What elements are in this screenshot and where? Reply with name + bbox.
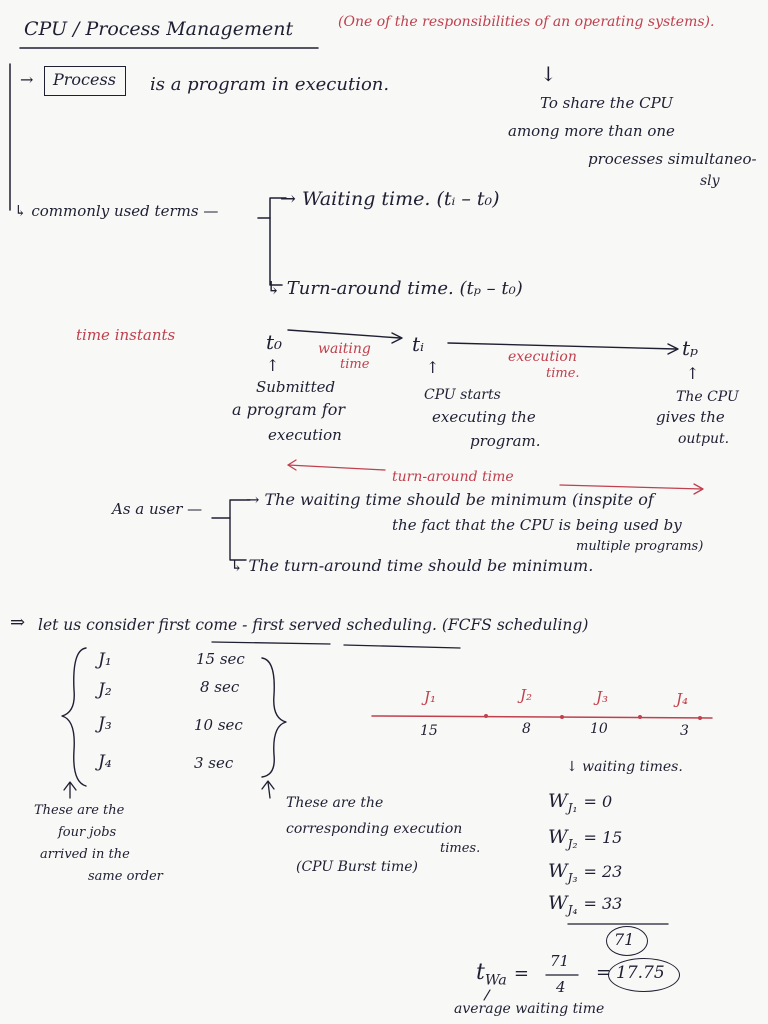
t0-caption-3: execution xyxy=(268,426,342,444)
job-name-1: J₁ xyxy=(98,650,112,670)
t0-mark: t₀ xyxy=(266,330,283,354)
terms-intro: ↳ commonly used terms — xyxy=(14,202,219,220)
user-line-1: → The waiting time should be minimum (inspite of xyxy=(246,490,654,509)
ti-caption-1: CPU starts xyxy=(424,387,501,403)
avg-caption: average waiting time xyxy=(454,1001,605,1017)
avg-symbol: t xyxy=(476,960,485,985)
definition-arrow: → xyxy=(20,70,34,89)
job-name-2: J₂ xyxy=(98,680,112,700)
user-line-2: the fact that the CPU is being used by xyxy=(392,516,682,534)
waiting-value: = 23 xyxy=(583,862,623,881)
turnaround-time-label: turn-around time xyxy=(392,469,514,485)
note-arrow: ↓ xyxy=(540,62,557,86)
page-title: CPU / Process Management xyxy=(24,18,294,40)
ti-up-arrow: ↑ xyxy=(426,358,440,377)
gantt-value-3: 10 xyxy=(590,721,608,737)
job-time-1: 15 sec xyxy=(196,650,245,668)
avg-equals: = xyxy=(513,963,529,984)
purpose-line-1: To share the CPU xyxy=(540,94,674,112)
waiting-value: = 15 xyxy=(583,828,623,847)
tp-caption-2: gives the xyxy=(656,408,725,426)
definition-text: is a program in execution. xyxy=(150,74,390,95)
jobs-note-4: same order xyxy=(88,869,163,884)
jobs-note-3: arrived in the xyxy=(40,847,130,862)
execution-time-label-2: time. xyxy=(546,366,580,381)
fraction-denominator: 4 xyxy=(556,978,566,996)
ti-mark: tᵢ xyxy=(412,332,425,356)
tp-caption-1: The CPU xyxy=(676,389,739,405)
average-result: 17.75 xyxy=(616,963,665,983)
waiting-value: = 0 xyxy=(583,792,613,811)
times-note-1: These are the xyxy=(286,795,384,811)
purpose-line-2: among more than one xyxy=(508,122,675,140)
purpose-line-4: sly xyxy=(700,173,720,189)
gantt-value-1: 15 xyxy=(420,723,438,739)
waiting-time-label-2: time xyxy=(340,357,370,372)
waiting-symbol: W xyxy=(548,826,568,848)
times-note-4: (CPU Burst time) xyxy=(296,859,418,875)
ti-caption-3: program. xyxy=(470,432,541,450)
waiting-row-1 xyxy=(548,792,612,814)
avg-formula xyxy=(476,962,529,988)
user-label: As a user — xyxy=(112,500,203,518)
waiting-symbol: W xyxy=(548,892,568,914)
gantt-label-j1: J₁ xyxy=(424,688,437,706)
waiting-sum: 71 xyxy=(614,930,635,949)
user-line-3: multiple programs) xyxy=(576,539,704,554)
time-instants-label: time instants xyxy=(76,326,176,344)
gantt-label-j3: J₃ xyxy=(596,688,609,706)
fcfs-intro: let us consider first come - first served scheduling. (FCFS scheduling) xyxy=(38,616,589,634)
job-time-3: 10 sec xyxy=(194,716,243,734)
gantt-value-4: 3 xyxy=(680,723,689,739)
turnaround-term: ↳ Turn-around time. (tₚ – t₀) xyxy=(266,278,523,299)
title-note: (One of the responsibilities of an operating systems). xyxy=(338,14,715,30)
waiting-row-3 xyxy=(548,862,622,884)
times-note-3: times. xyxy=(440,841,481,856)
job-name-3: J₃ xyxy=(98,714,112,734)
avg-sub: Wa xyxy=(484,972,507,989)
gantt-value-2: 8 xyxy=(522,721,531,737)
user-line-4: ↳ The turn-around time should be minimum. xyxy=(230,556,594,575)
execution-time-label-1: execution xyxy=(508,349,577,365)
waiting-time-label-1: waiting xyxy=(318,341,371,357)
waiting-symbol: W xyxy=(548,790,568,812)
tp-up-arrow: ↑ xyxy=(686,364,700,383)
jobs-note-2: four jobs xyxy=(58,825,117,840)
waiting-sub: J₁ xyxy=(567,800,578,815)
gantt-label-j4: J₄ xyxy=(676,690,689,708)
job-name-4: J₄ xyxy=(98,752,112,772)
t0-caption-1: Submitted xyxy=(256,378,336,396)
result-equals: = xyxy=(596,962,612,983)
waiting-sub: J₃ xyxy=(567,870,578,885)
gantt-label-j2: J₂ xyxy=(520,686,533,704)
tp-mark: tₚ xyxy=(682,336,699,360)
waiting-value: = 33 xyxy=(583,894,623,913)
waiting-symbol: W xyxy=(548,860,568,882)
ti-caption-2: executing the xyxy=(432,408,536,426)
waiting-sub: J₂ xyxy=(567,836,578,851)
waiting-row-4 xyxy=(548,894,622,916)
t0-up-arrow: ↑ xyxy=(266,356,280,375)
waiting-heading: ↓ waiting times. xyxy=(566,759,683,775)
waiting-row-2 xyxy=(548,828,622,850)
fcfs-intro-arrow: ⇒ xyxy=(10,612,26,633)
jobs-note-1: These are the xyxy=(34,803,125,818)
tp-caption-3: output. xyxy=(678,431,730,447)
process-term: Process xyxy=(53,70,116,89)
job-time-4: 3 sec xyxy=(194,754,234,772)
fraction-numerator: 71 xyxy=(550,952,570,970)
waiting-term: → Waiting time. (tᵢ – t₀) xyxy=(280,188,500,210)
waiting-sub: J₄ xyxy=(567,902,578,917)
t0-caption-2: a program for xyxy=(232,400,346,419)
purpose-line-3: processes simultaneo- xyxy=(588,150,757,168)
times-note-2: corresponding execution xyxy=(286,821,463,837)
job-time-2: 8 sec xyxy=(200,678,240,696)
